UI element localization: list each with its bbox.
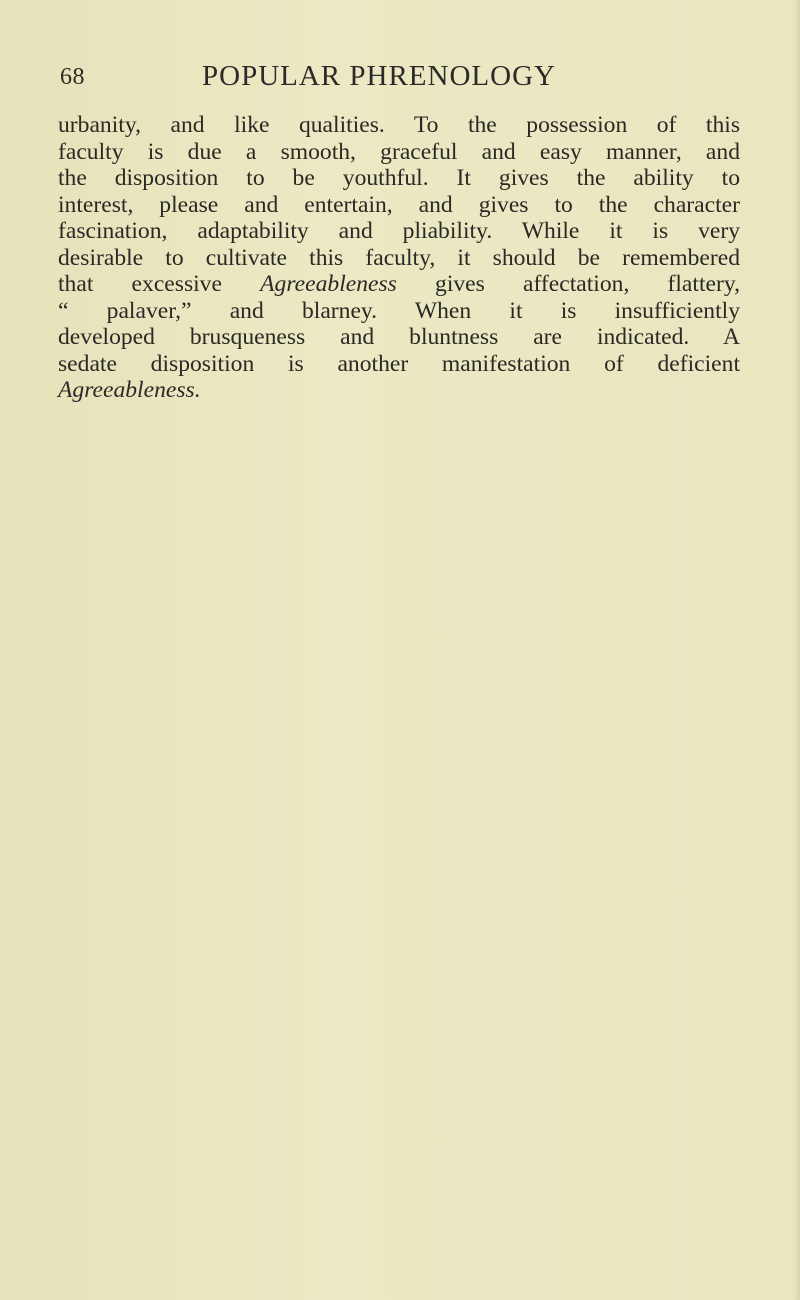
text-fragment: gives affectation, flattery,: [396, 271, 741, 297]
text-line: [58, 377, 740, 404]
italic-term: Agreeableness.: [58, 377, 201, 403]
page-edge-shadow: [794, 0, 800, 1300]
text-line: “ palaver,” and blarney. When it is insufficiently: [58, 297, 740, 324]
text-line: sedate disposition is another manifestation of deficient: [58, 350, 740, 377]
text-line: faculty is due a smooth, graceful and easy manner, and: [58, 138, 740, 165]
text-line: interest, please and entertain, and gives to the character: [58, 191, 740, 218]
text-fragment: that excessive: [58, 271, 261, 297]
text-line: the disposition to be youthful. It gives the ability to: [58, 165, 740, 191]
text-line: fascination, adaptability and pliability. While it is very: [58, 218, 740, 244]
text-line: developed brusqueness and bluntness are indicated. A: [58, 324, 740, 350]
italic-term: Agreeableness: [260, 271, 397, 297]
text-line: urbanity, and like qualities. To the possession of this: [58, 112, 740, 138]
running-head: [60, 60, 740, 96]
text-line: [58, 271, 740, 298]
text-line: desirable to cultivate this faculty, it should be remembered: [58, 244, 740, 271]
running-title: POPULAR PHRENOLOGY: [202, 60, 556, 92]
body-paragraph: [58, 112, 740, 404]
page-number: 68: [60, 64, 85, 90]
